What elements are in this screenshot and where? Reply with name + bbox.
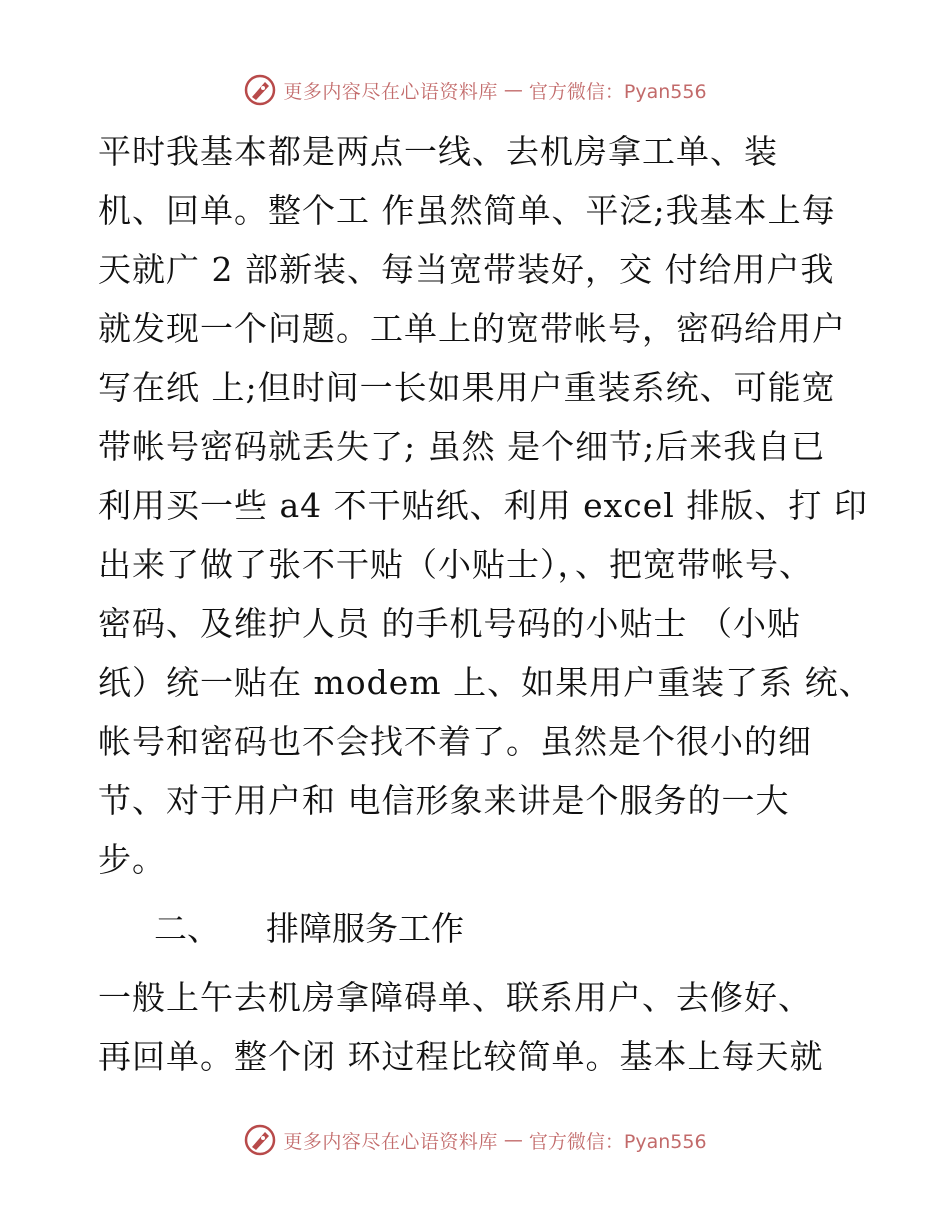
text-line: 出来了做了张不干贴（小贴士），、把宽带帐号、 [98, 545, 813, 584]
text-line: 步。 [98, 840, 166, 879]
text-line: 就发现一个问题。工单上的宽带帐号，密码给用户 [98, 309, 846, 348]
watermark-separator: — [503, 79, 523, 101]
text-line: 密码、及维护人员 的手机号码的小贴士 （小贴 [98, 604, 801, 643]
header-watermark [0, 72, 950, 108]
text-line: 节、对于用户和 电信形象来讲是个服务的一大 [98, 781, 790, 820]
pen-nib-seal-icon [243, 73, 277, 107]
section-number: 二、 [154, 909, 220, 948]
section-heading [98, 899, 858, 958]
paragraph-1 [98, 122, 873, 889]
pen-nib-seal-icon [243, 1123, 277, 1157]
text-line: 帐号和密码也不会找不着了。虽然是个很小的细 [98, 722, 812, 761]
footer-watermark [0, 1122, 950, 1158]
watermark-separator: — [503, 1129, 523, 1151]
watermark-text: 更多内容尽在心语资料库 [283, 80, 498, 103]
watermark-text: 更多内容尽在心语资料库 [283, 1130, 498, 1153]
text-line: 平时我基本都是两点一线、去机房拿工单、装 [98, 132, 778, 171]
document-body [98, 122, 873, 1086]
watermark-suffix: 官方微信：Pyan556 [528, 1130, 707, 1153]
text-line: 带帐号密码就丢失了; 虽然 是个细节;后来我自已 [98, 427, 826, 466]
text-line: 机、回单。整个工 作虽然简单、平泛;我基本上每 [98, 191, 836, 230]
text-line: 写在纸 上;但时间一长如果用户重装系统、可能宽 [98, 368, 836, 407]
paragraph-2 [98, 968, 858, 1086]
text-line: 利用买一些 a4 不干贴纸、利用 excel 排版、打 印 [98, 486, 868, 525]
text-line: 再回单。整个闭 环过程比较简单。基本上每天就 [98, 1037, 824, 1076]
text-line: 一般上午去机房拿障碍单、联系用户、去修好、 [98, 978, 812, 1017]
section-title: 排障服务工作 [266, 909, 464, 948]
text-line: 纸）统一贴在 modem 上、如果用户重装了系 统、 [98, 663, 873, 702]
text-line: 天就广 2 部新装、每当宽带装好，交 付给用户我 [98, 250, 835, 289]
watermark-suffix: 官方微信：Pyan556 [528, 80, 707, 103]
